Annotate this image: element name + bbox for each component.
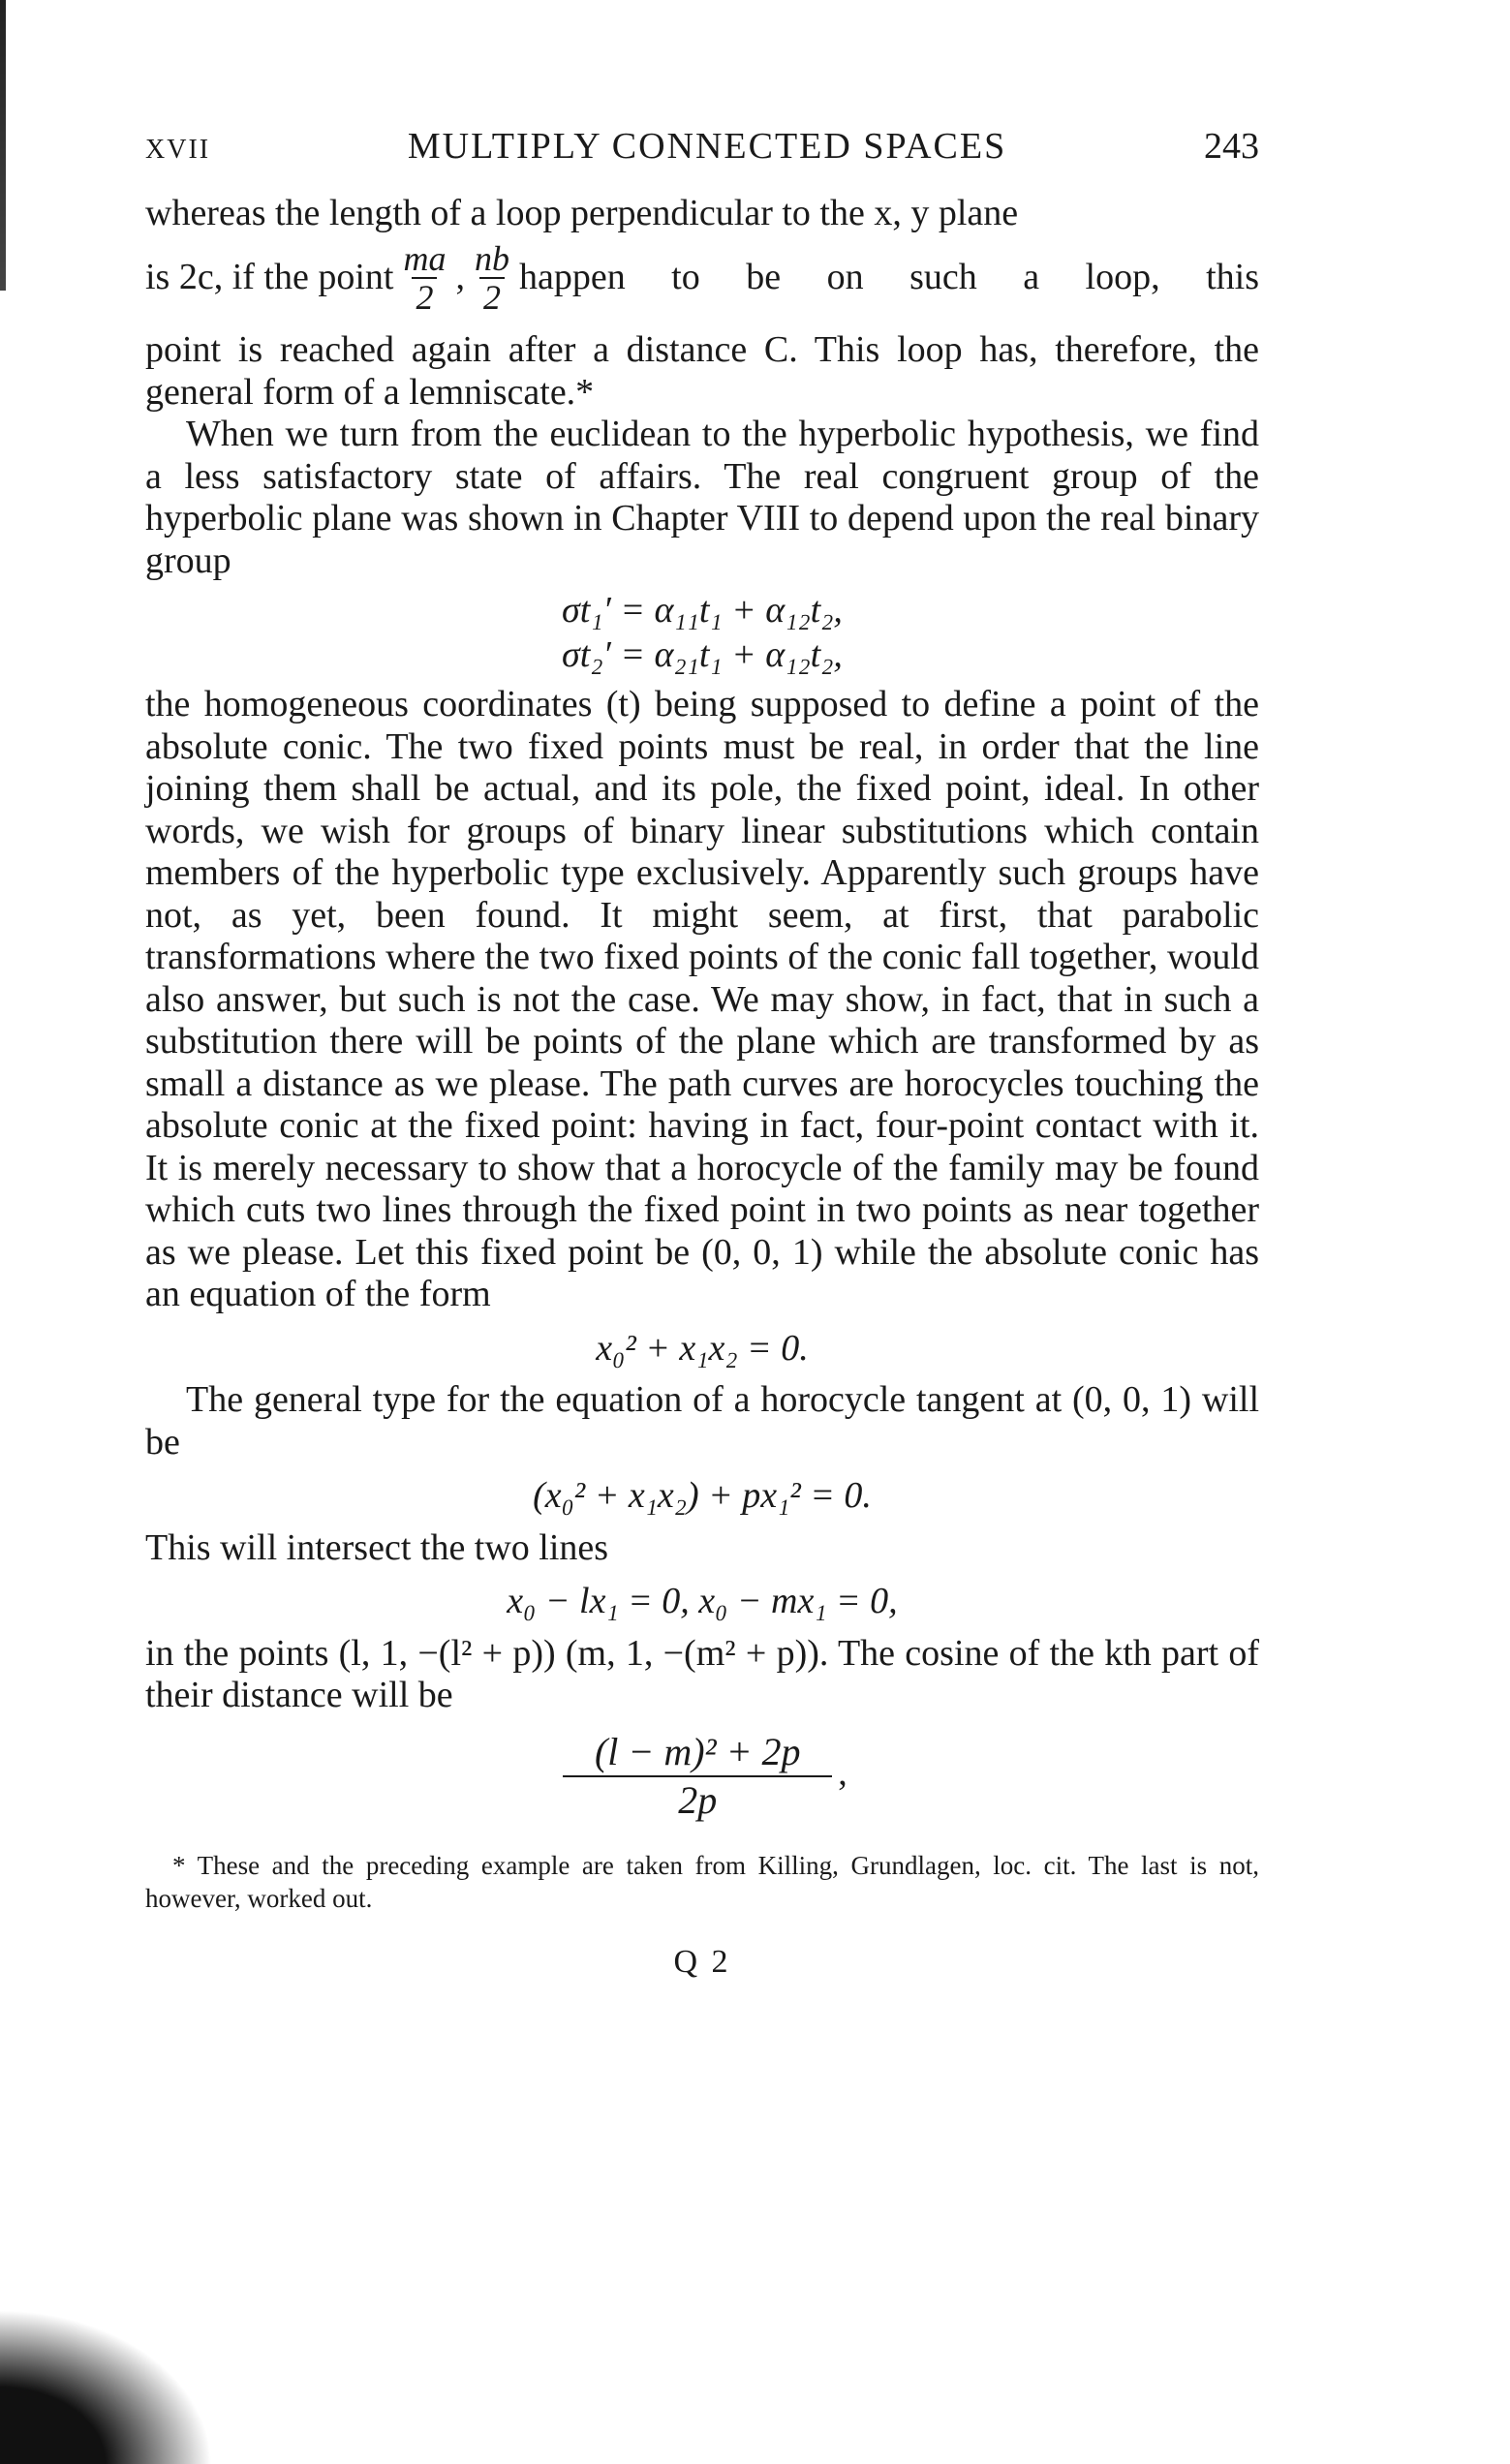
equation-1: σt₁′ = α₁₁t₁ + α₁₂t₂,	[562, 590, 843, 631]
page-header	[145, 126, 1259, 171]
fraction-ma-over-2	[399, 240, 449, 316]
footnote: * These and the preceding example are taken from Killing, Grundlagen, loc. cit. The last is not, however, worked out.	[145, 1850, 1259, 1913]
page-number: 243	[1204, 126, 1259, 167]
equation-2: σt₂′ = α₂₁t₁ + α₁₂t₂,	[562, 633, 843, 675]
running-title: MULTIPLY CONNECTED SPACES	[407, 126, 1007, 167]
fraction-cosine	[563, 1729, 832, 1824]
fraction-numerator: (l − m)² + 2p	[594, 1729, 801, 1773]
paragraph-5: This will intersect the two lines	[145, 1526, 609, 1568]
fraction-denominator: 2	[412, 277, 437, 316]
paragraph-1-rest: point is reached again after a distance C. This loop has, therefore, the general form of a lemniscate.*	[145, 329, 1259, 413]
cosine-fraction	[145, 1729, 1259, 1824]
chapter-number: XVII	[145, 135, 211, 165]
paragraph-4: The general type for the equation of a horocycle tangent at (0, 0, 1) will be	[145, 1379, 1259, 1463]
fraction-denominator: 2	[479, 277, 505, 316]
scan-edge-left	[0, 0, 6, 291]
binary-group-equations	[145, 590, 1259, 676]
equation-absolute-conic: x₀² + x₁x₂ = 0.	[596, 1327, 809, 1369]
paragraph-6: in the points (l, 1, −(l² + p)) (m, 1, −(m² + p)). The cosine of the kth part of their distance will be	[145, 1632, 1259, 1715]
page	[145, 126, 1259, 1983]
fraction-numerator: ma	[403, 239, 447, 278]
fraction-denominator: 2p	[563, 1775, 832, 1824]
fraction-tail: ,	[838, 1752, 847, 1794]
paragraph-1-line-1: whereas the length of a loop perpendicular to the x, y plane	[145, 192, 1019, 233]
equation-two-lines: x₀ − lx₁ = 0, x₀ − mx₁ = 0,	[507, 1581, 898, 1621]
paragraph-3: the homogeneous coordinates (t) being supposed to define a point of the absolute conic. The two fixed points must be real, in order that the line joining them shall be actual, and its pole, the fixed point, ideal. In other words, we wish for groups of binary linear substitutions which contain members of the hyperbolic type exclusively. Apparently such groups have not, as yet, been found. It might seem, at first, that parabolic transformations where the two fixed points of the conic fall together, would also answer, but such is not the case. We may show, in fact, that in such a substitution there will be points of the plane which are transformed by as small a distance as we please. The path curves are horocycles touching the absolute conic at the fixed point: having in fact, four-point contact with it. It is merely necessary to show that a horocycle of the family may be found which cuts two lines through the fixed point in two points as near together as we please. Let this fixed point be (0, 0, 1) while the absolute conic has an equation of the form	[145, 684, 1259, 1314]
fraction-nb-over-2	[471, 240, 513, 316]
line-2-suffix: happen to be on such a loop, this	[518, 257, 1259, 298]
equation-horocycle: (x₀² + x₁x₂) + px₁² = 0.	[533, 1475, 872, 1516]
paragraph-1-line-2: is 2c, if the point $\frac{ma}{2}$ , $\frac{nb}{2}$ happen to be on such a loop, this	[145, 239, 1259, 317]
line-2-prefix: is 2c, if the point	[145, 257, 394, 298]
fraction-numerator: nb	[474, 239, 509, 278]
paragraph-2: When we turn from the euclidean to the hyperbolic hypothesis, we find a less satisfactory state of affairs. The real congruent group of the hyperbolic plane was shown in Chapter VIII to depend upon the real binary group	[145, 414, 1259, 581]
scan-edge-bottom	[0, 2309, 213, 2464]
signature-mark: Q 2	[673, 1943, 731, 1980]
